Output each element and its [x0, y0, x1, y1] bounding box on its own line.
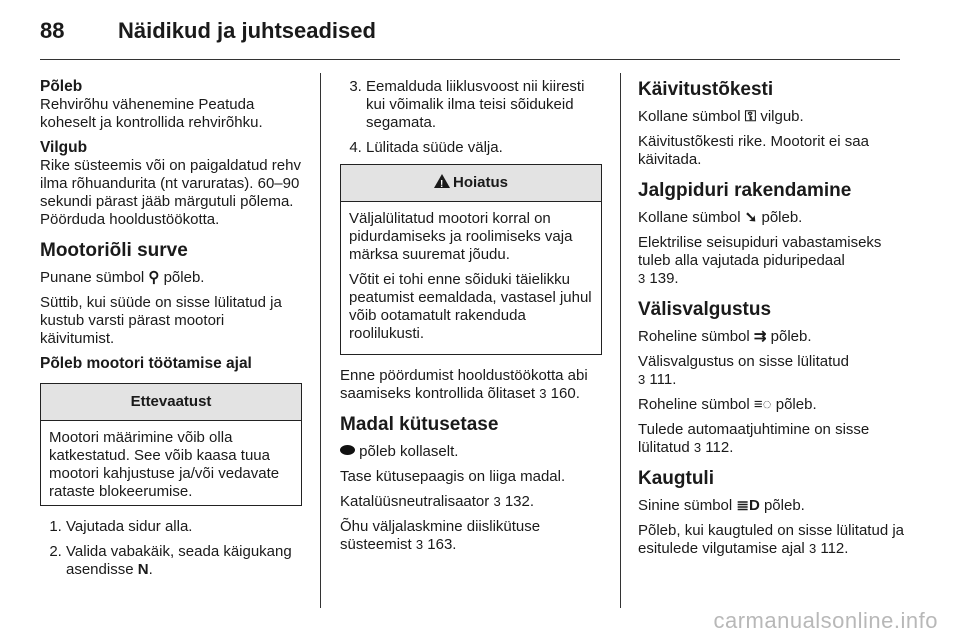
xref-arrow-icon: 3: [415, 537, 424, 552]
caution-title: Ettevaatust: [41, 384, 301, 421]
oil-can-icon: ⚲: [148, 269, 160, 286]
fuel-dot-icon: [340, 445, 355, 455]
step-2: 2. Valida vabakäik, seada käigukang asendisse N.: [66, 543, 302, 579]
warning-text-1: Väljalülitatud mootori korral on pidurdamiseks ja roolimiseks vaja märksa suuremat jõudu.: [349, 210, 573, 263]
section-text-vilgub: Rike süsteemis või on paigaldatud rehv ilma rõhuandurita (nt varuratas). 60–90 sekundi pärast jääb märgutuli põlema. Pöörduda hooldustöökotta.: [40, 157, 301, 228]
high-beam-icon: ≣D: [736, 497, 760, 514]
fuel-text-2: Tase kütusepaagis on liiga madal.: [340, 468, 566, 485]
car-key-icon: ⚿: [744, 108, 757, 125]
side-light-icon: ⇉: [753, 328, 767, 345]
auto-light-icon: ≡◌: [753, 396, 772, 413]
oil-description: Süttib, kui süüde on sisse lülitatud ja kustub varsti pärast mootori käivitumist.: [40, 294, 282, 347]
xref-arrow-icon: 3: [638, 372, 646, 387]
steps-list-1: [40, 518, 302, 579]
section-title-poleb: Põleb: [40, 78, 83, 95]
high-beam-description: Põleb, kui kaugtuled on sisse lülitatud ja esitulede vilgutamise ajal 3 112.: [638, 522, 905, 557]
fuel-symbol-text: põleb kollaselt.: [340, 443, 602, 461]
heading-immobiliser: Käivitustõkesti: [638, 79, 774, 100]
xref-arrow-icon: 3: [493, 494, 501, 509]
xref-arrow-icon: 3: [808, 541, 817, 556]
heading-exterior-lights: Välisvalgustus: [638, 299, 772, 320]
caution-text: Mootori määrimine võib olla katkestatud. See võib kaasa tuua mootori kahjustuse ja/või vedavate rataste blokeerumise.: [49, 429, 280, 500]
section-text-poleb: Rehvirõhu vähenemine Peatuda koheselt ja kontrollida rehvirõhku.: [40, 96, 263, 131]
heading-brake: Jalgpiduri rakendamine: [638, 180, 852, 201]
fuel-text-3: Katalüüsneutralisaator 3 132.: [340, 493, 535, 510]
step-4: 4. Lülitada süüde välja.: [366, 139, 602, 157]
column-1: [40, 78, 302, 586]
high-beam-symbol-text: Sinine sümbol ≣D põleb.: [638, 497, 805, 514]
column-divider-1: [320, 73, 321, 608]
column-3: [638, 78, 906, 565]
warning-header: [341, 165, 601, 202]
page-title: Näidikud ja juhtseadised: [118, 18, 376, 43]
step-3: 3. Eemalduda liiklusvoost nii kiiresti kui võimalik ilma teisi sõidukeid segamata.: [366, 78, 602, 132]
auto-light-symbol-text: Roheline sümbol ≡◌ põleb.: [638, 396, 817, 413]
ext-symbol-text: Roheline sümbol ⇉ põleb.: [638, 328, 812, 345]
heading-engine-running: Põleb mootori töötamise ajal: [40, 355, 252, 372]
heading-oil-pressure: Mootoriõli surve: [40, 240, 188, 261]
warning-triangle-icon: [434, 174, 450, 188]
xref-arrow-icon: 3: [539, 386, 547, 401]
oil-symbol-text: Punane sümbol ⚲ põleb.: [40, 269, 205, 286]
warning-title: Hoiatus: [452, 174, 508, 191]
foot-pedal-icon: ➘: [744, 209, 758, 226]
warning-body: [341, 202, 601, 354]
immo-symbol-text: Kollane sümbol ⚿ vilgub.: [638, 108, 804, 125]
ext-description: Välisvalgustus on sisse lülitatud 3 111.: [638, 353, 849, 388]
header-rule: [40, 59, 900, 60]
step-1: 1. Vajutada sidur alla.: [66, 518, 302, 536]
column-divider-2: [620, 73, 621, 608]
brake-description: Elektrilise seisupiduri vabastamiseks tuleb alla vajutada piduripedaal 3 139.: [638, 234, 882, 287]
page-number: 88: [40, 18, 65, 43]
column-2: [340, 78, 602, 561]
warning-text-2: Võtit ei tohi enne sõiduki täielikku peatumist eemaldada, vastasel juhul võib ootamatult rakenduda roolilukusti.: [349, 271, 592, 342]
watermark: carmanualsonline.info: [713, 608, 938, 633]
section-title-vilgub: Vilgub: [40, 139, 88, 156]
heading-high-beam: Kaugtuli: [638, 468, 714, 489]
oil-check-text: Enne pöördumist hooldustöökotta abi saamiseks kontrollida õlitaset 3 160.: [340, 367, 588, 402]
brake-symbol-text: Kollane sümbol ➘ põleb.: [638, 209, 803, 226]
warning-box: [340, 164, 602, 355]
immo-description: Käivitustõkesti rike. Mootorit ei saa käivitada.: [638, 133, 869, 168]
fuel-text-4: Õhu väljalaskmine diislikütuse süsteemist 3 163.: [340, 518, 541, 553]
steps-list-2: [340, 78, 602, 157]
xref-arrow-icon: 3: [638, 271, 646, 286]
caution-box: [40, 383, 302, 506]
auto-light-description: Tulede automaatjuhtimine on sisse lülitatud 3 112.: [638, 421, 870, 456]
heading-low-fuel: Madal kütusetase: [340, 414, 499, 435]
xref-arrow-icon: 3: [693, 440, 702, 455]
